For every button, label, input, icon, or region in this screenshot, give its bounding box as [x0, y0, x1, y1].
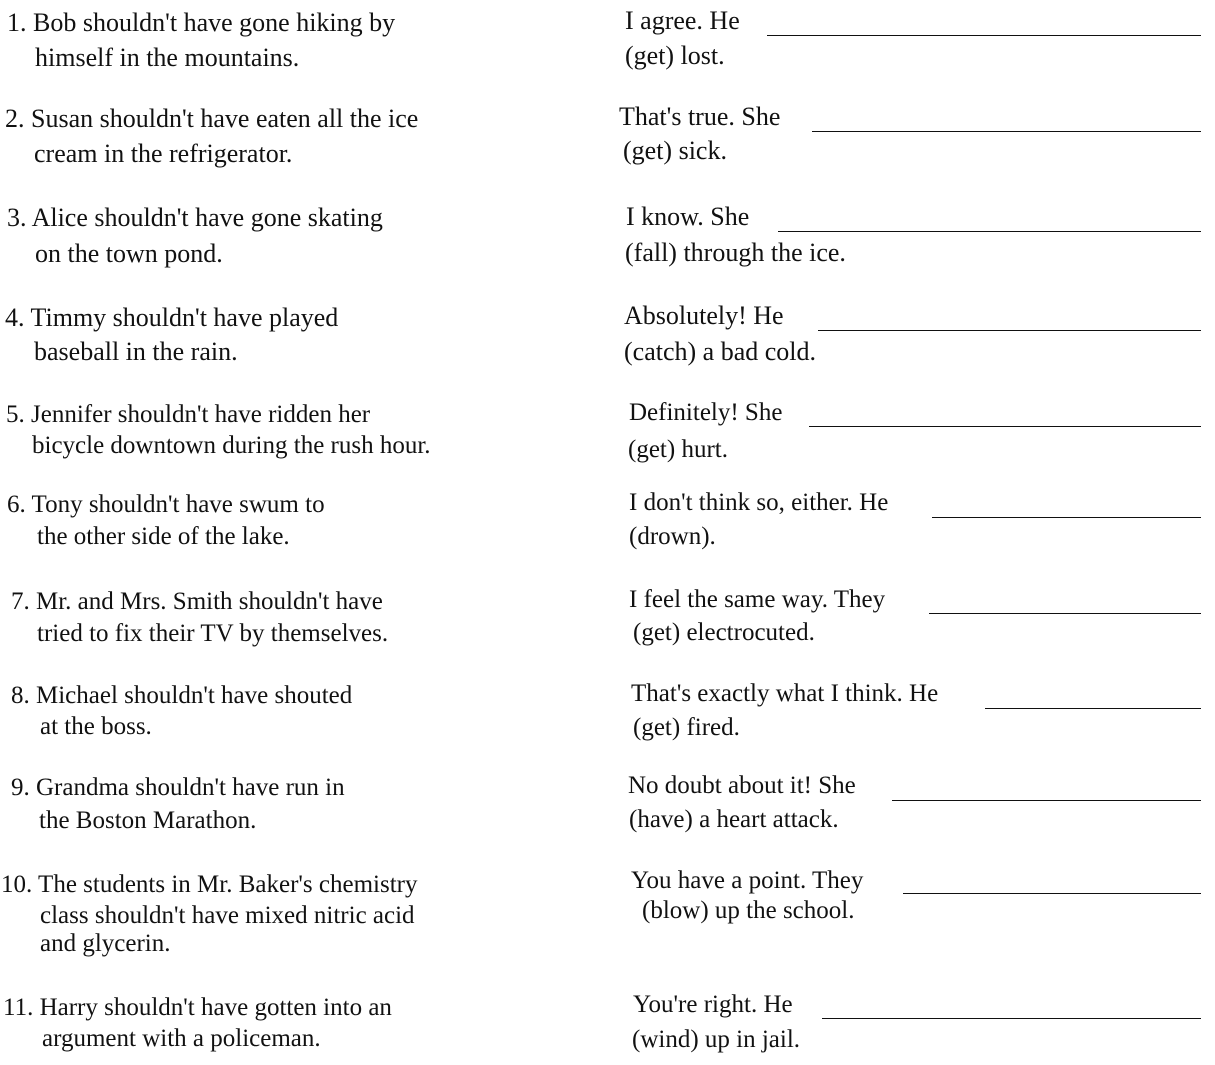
item-2-prompt-line-1: 2. Susan shouldn't have eaten all the ice	[5, 104, 419, 133]
item-2-response-line-1: That's true. She	[619, 102, 781, 131]
item-9-response-line-2: (have) a heart attack.	[629, 806, 839, 833]
item-10-prompt-line-3: and glycerin.	[40, 930, 171, 957]
item-11-response-line-2: (wind) up in jail.	[632, 1026, 801, 1053]
item-5-answer-blank[interactable]	[809, 426, 1201, 427]
item-8-response-line-2: (get) fired.	[633, 714, 740, 741]
item-7-answer-blank[interactable]	[929, 613, 1201, 614]
item-9-response-line-1: No doubt about it! She	[628, 772, 856, 799]
item-6-response-line-2: (drown).	[629, 523, 716, 550]
item-5-prompt-line-2: bicycle downtown during the rush hour.	[32, 432, 431, 459]
item-7-prompt-line-2: tried to fix their TV by themselves.	[37, 620, 389, 647]
item-6-prompt-line-1: 6. Tony shouldn't have swum to	[7, 491, 325, 518]
item-2-prompt-line-2: cream in the refrigerator.	[34, 139, 293, 168]
item-9-prompt-line-1: 9. Grandma shouldn't have run in	[11, 774, 345, 801]
item-9-prompt-line-2: the Boston Marathon.	[39, 807, 257, 834]
item-4-prompt-line-1: 4. Timmy shouldn't have played	[5, 303, 339, 332]
item-8-prompt-line-2: at the boss.	[40, 713, 152, 740]
item-3-response-line-1: I know. She	[626, 202, 750, 231]
item-11-response-line-1: You're right. He	[633, 991, 793, 1018]
item-5-response-line-2: (get) hurt.	[628, 436, 728, 463]
item-1-prompt-line-1: 1. Bob shouldn't have gone hiking by	[7, 8, 396, 37]
item-5-response-line-1: Definitely! She	[629, 399, 783, 426]
item-8-prompt-line-1: 8. Michael shouldn't have shouted	[11, 682, 353, 709]
item-10-prompt-line-2: class shouldn't have mixed nitric acid	[40, 902, 415, 929]
item-1-response-line-2: (get) lost.	[625, 41, 725, 70]
item-5-prompt-line-1: 5. Jennifer shouldn't have ridden her	[6, 401, 371, 428]
item-10-response-line-2: (blow) up the school.	[642, 897, 855, 924]
item-6-answer-blank[interactable]	[932, 517, 1201, 518]
item-10-response-line-1: You have a point. They	[631, 867, 864, 894]
item-6-prompt-line-2: the other side of the lake.	[37, 523, 290, 550]
item-11-prompt-line-2: argument with a policeman.	[42, 1025, 321, 1052]
item-1-answer-blank[interactable]	[767, 35, 1201, 36]
item-11-prompt-line-1: 11. Harry shouldn't have gotten into an	[3, 994, 392, 1021]
item-10-answer-blank[interactable]	[903, 893, 1201, 894]
item-6-response-line-1: I don't think so, either. He	[629, 489, 889, 516]
item-1-prompt-line-2: himself in the mountains.	[35, 43, 300, 72]
item-4-prompt-line-2: baseball in the rain.	[34, 337, 238, 366]
item-8-response-line-1: That's exactly what I think. He	[631, 680, 939, 707]
item-7-response-line-2: (get) electrocuted.	[633, 619, 815, 646]
item-4-answer-blank[interactable]	[818, 330, 1201, 331]
item-4-response-line-2: (catch) a bad cold.	[624, 337, 817, 366]
item-2-answer-blank[interactable]	[812, 131, 1201, 132]
item-10-prompt-line-1: 10. The students in Mr. Baker's chemistry	[1, 871, 418, 898]
item-3-prompt-line-2: on the town pond.	[35, 239, 223, 268]
item-4-response-line-1: Absolutely! He	[624, 301, 784, 330]
item-9-answer-blank[interactable]	[892, 800, 1201, 801]
item-3-response-line-2: (fall) through the ice.	[625, 238, 846, 267]
item-11-answer-blank[interactable]	[822, 1018, 1201, 1019]
item-3-prompt-line-1: 3. Alice shouldn't have gone skating	[7, 203, 383, 232]
item-2-response-line-2: (get) sick.	[623, 136, 727, 165]
item-8-answer-blank[interactable]	[985, 708, 1201, 709]
item-3-answer-blank[interactable]	[778, 231, 1201, 232]
item-7-prompt-line-1: 7. Mr. and Mrs. Smith shouldn't have	[11, 588, 383, 615]
item-7-response-line-1: I feel the same way. They	[629, 586, 886, 613]
item-1-response-line-1: I agree. He	[625, 6, 740, 35]
